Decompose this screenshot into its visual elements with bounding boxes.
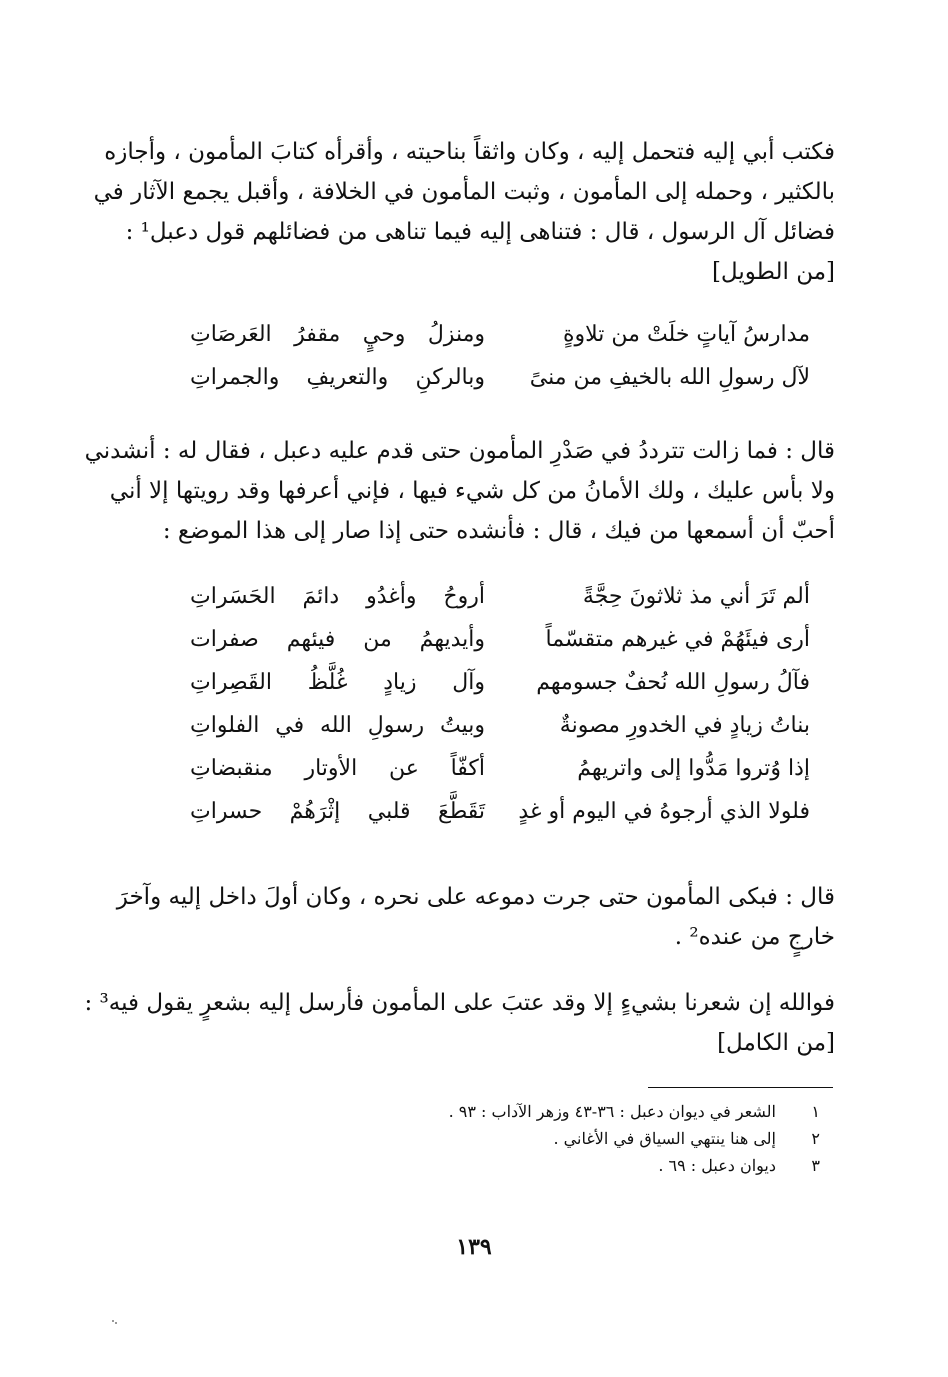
second-hemistich: أروحُ وأغدُو دائمَ الحَسَراتِ	[190, 584, 485, 609]
first-hemistich: مدارسُ آياتٍ خلَتْ من تلاوةٍ	[563, 322, 810, 347]
paragraph-4	[84, 983, 835, 1063]
first-hemistich: إذا وُتروا مَدُّوا إلى واتريهمُ	[577, 756, 810, 781]
footnote-text: الشعر في ديوان دعبل : ٣٦-٤٣ وزهر الآداب : ٩٣ .	[448, 1102, 776, 1121]
second-hemistich: ومنزلُ وحيٍ مقفرُ العَرصَاتِ	[190, 322, 485, 347]
second-hemistich: وآل زيادٍ غُلَّظُ القَصِراتِ	[190, 670, 485, 695]
first-hemistich: بناتُ زيادٍ في الخدورِ مصونةٌ	[559, 713, 810, 738]
footnote-text: إلى هنا ينتهي السياق في الأغاني .	[553, 1129, 776, 1148]
first-hemistich: ألم تَرَ أني مذ ثلاثونَ حِجَّةً	[582, 584, 810, 609]
verse	[190, 704, 810, 747]
poem-1	[190, 313, 810, 399]
poem-2	[190, 575, 810, 833]
verse	[190, 790, 810, 833]
footnote-rule	[648, 1087, 833, 1088]
verse	[190, 313, 810, 356]
second-hemistich: وبيتُ رسولِ الله في الفلواتِ	[190, 713, 485, 738]
second-hemistich: تَقَطَّعَ قلبي إثْرَهُمْ حسراتِ	[190, 799, 485, 824]
page-number: ١٣٩	[456, 1234, 492, 1260]
footnote-number: ٣	[811, 1156, 820, 1175]
footnote	[300, 1152, 820, 1179]
meter-label: [من الكامل]	[717, 1030, 835, 1056]
paragraph-line: أحبّ أن أسمعها من فيك ، قال : فأنشده حتى إذا صار إلى هذا الموضع :	[162, 518, 835, 544]
paragraph-line: فكتب أبي إليه فتحمل إليه ، وكان واثقاً بناحيته ، وأقرأه كتابَ المأمون ، وأجازه	[104, 139, 835, 165]
first-hemistich: أرى فيئَهُمْ في غيرهم متقسّماً	[545, 627, 810, 652]
footnote	[300, 1098, 820, 1125]
paragraph-line: بالكثير ، وحمله إلى المأمون ، وثبت المأمون في الخلافة ، وأقبل يجمع الآثار في	[93, 179, 835, 205]
footnotes	[300, 1098, 820, 1179]
meter-label: [من الطويل]	[711, 259, 835, 285]
paragraph-line: فوالله إن شعرنا بشيءٍ إلا وقد عتبَ على المأمون فأرسل إليه بشعرٍ يقول فيه³ :	[84, 990, 835, 1016]
paragraph-line: قال : فبكى المأمون حتى جرت دموعه على نحره ، وكان أولَ داخل إليه وآخرَ	[116, 884, 835, 910]
first-hemistich: لآل رسولِ الله بالخيفِ من منىً	[529, 365, 810, 390]
paragraph-line: فضائل آل الرسول ، قال : فتناهى إليه فيما تناهى من فضائلهم قول دعبل¹ :	[125, 219, 835, 245]
paragraph-2	[84, 431, 835, 551]
second-hemistich: وبالركنِ والتعريفِ والجمراتِ	[190, 365, 485, 390]
paragraph-line: ولا بأس عليك ، ولك الأمانُ من كل شيء فيها ، فإني أعرفها وقد رويتها إلا أني	[109, 478, 835, 504]
paragraph-3	[116, 877, 835, 957]
paragraph-line: خارجٍ من عنده² .	[674, 924, 835, 950]
footnote-number: ٢	[811, 1129, 820, 1148]
verse	[190, 356, 810, 399]
footnote	[300, 1125, 820, 1152]
footnote-number: ١	[811, 1102, 820, 1121]
paragraph-1	[93, 132, 835, 292]
second-hemistich: أكفّاً عن الأوتار منقبضاتِ	[190, 756, 485, 781]
verse	[190, 661, 810, 704]
first-hemistich: فآلُ رسولِ الله نُحفٌ جسومهم	[536, 670, 810, 695]
second-hemistich: وأيديهمُ من فيئهم صفرات	[190, 627, 485, 652]
scan-speck	[112, 1320, 118, 1324]
verse	[190, 747, 810, 790]
verse	[190, 575, 810, 618]
verse	[190, 618, 810, 661]
paragraph-line: قال : فما زالت تترددُ في صَدْرِ المأمون حتى قدم عليه دعبل ، فقال له : أنشدني	[84, 438, 835, 464]
first-hemistich: فلولا الذي أرجوهُ في اليوم أو غدٍ	[518, 799, 810, 824]
footnote-text: ديوان دعبل : ٦٩ .	[658, 1156, 776, 1175]
